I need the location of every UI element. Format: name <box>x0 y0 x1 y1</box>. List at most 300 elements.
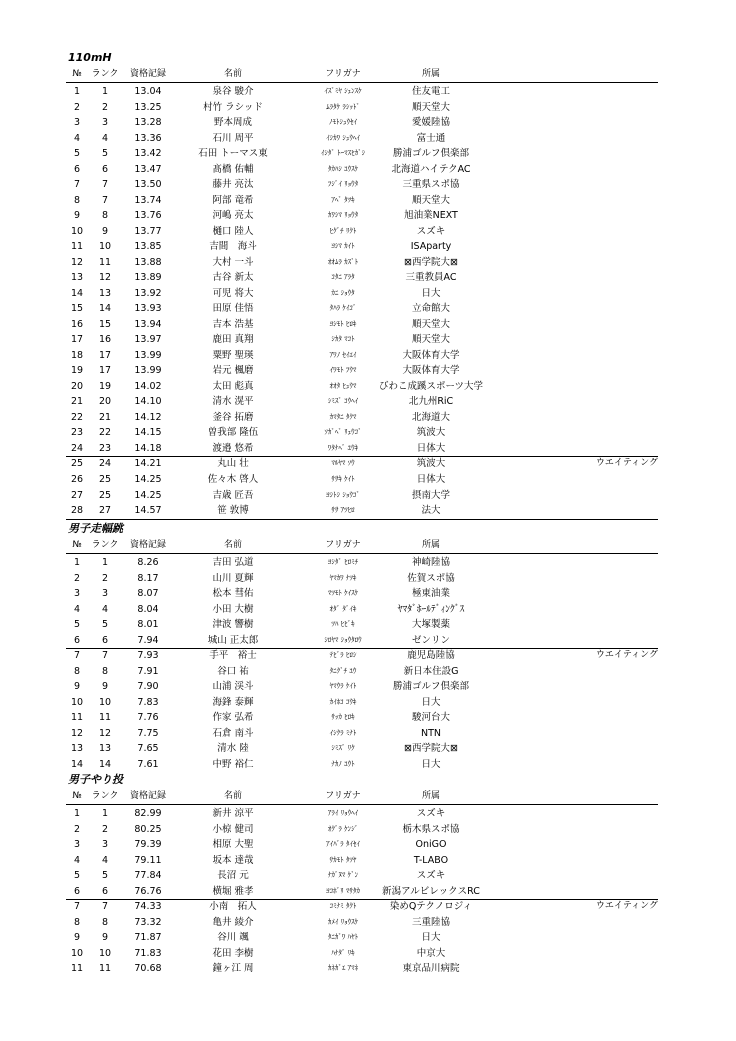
cell-kana: ﾔﾏｶﾜ ﾅﾂｷ <box>329 573 357 582</box>
cell-no: 27 <box>70 489 84 501</box>
cell-record: 13.92 <box>134 287 162 299</box>
cell-no: 10 <box>70 947 84 959</box>
header-team: 所属 <box>421 540 440 550</box>
cell-name: 樋口 陸人 <box>212 225 254 237</box>
cell-team: 愛媛陸協 <box>411 117 450 129</box>
cell-rank: 9 <box>101 681 109 693</box>
cell-name: 田原 佳悟 <box>212 303 254 315</box>
cell-no: 7 <box>73 650 81 662</box>
cell-name: 花田 李樹 <box>212 947 254 959</box>
cell-team: 日大 <box>421 287 441 299</box>
cell-name: 泉谷 駿介 <box>212 86 254 97</box>
cell-name: 清水 陸 <box>217 743 249 755</box>
cell-team: 日体大 <box>416 442 446 454</box>
cell-rank: 4 <box>101 132 109 144</box>
cell-team: 北海道ハイテクAC <box>391 163 471 175</box>
cell-name: 鹿田 真翔 <box>212 334 254 346</box>
table-row <box>66 317 658 333</box>
table-row <box>66 868 658 884</box>
cell-name: 山浦 渓斗 <box>212 681 254 693</box>
cell-record: 7.83 <box>137 696 159 708</box>
cell-no: 5 <box>73 619 81 631</box>
section-end-line <box>66 519 658 520</box>
cell-no: 20 <box>70 380 84 392</box>
cell-kana: ﾋｸﾞﾁ ﾘｸﾄ <box>329 226 357 235</box>
cell-team: ゼンリン <box>411 634 450 646</box>
cell-name: 太田 彪真 <box>212 380 254 392</box>
cell-team: 順天堂大 <box>411 194 450 206</box>
cell-name: 相原 大聖 <box>212 839 254 851</box>
cell-record: 7.94 <box>137 634 159 646</box>
cell-record: 71.87 <box>134 932 162 944</box>
table-row <box>66 146 658 162</box>
cell-name: 可児 将大 <box>212 287 254 299</box>
cell-no: 19 <box>70 365 84 377</box>
cell-name: 岩元 楓磨 <box>212 365 254 377</box>
cell-no: 9 <box>73 681 81 693</box>
table-row <box>66 348 658 364</box>
cell-rank: 7 <box>101 901 109 913</box>
cell-kana: ﾏﾂﾓﾄ ｹｲｽｹ <box>327 589 359 598</box>
cell-no: 1 <box>73 808 81 819</box>
cell-rank: 1 <box>101 86 109 97</box>
header-record: 資格記録 <box>129 791 166 801</box>
cell-rank: 6 <box>101 163 109 175</box>
cell-kana: ｵｵﾀ ﾋｭｳﾏ <box>329 381 357 390</box>
cell-rank: 9 <box>101 932 109 944</box>
cell-no: 21 <box>70 396 84 408</box>
cell-name: 小田 大樹 <box>212 603 254 615</box>
cell-kana: ｼﾐｽﾞ ﾘｸ <box>331 744 355 753</box>
cell-no: 6 <box>73 163 81 175</box>
cell-name: 粟野 聖瑛 <box>212 349 254 361</box>
cell-kana: ﾊﾅﾀﾞ ﾘｷ <box>331 948 355 957</box>
cell-no: 15 <box>70 303 84 315</box>
table-row <box>66 679 658 695</box>
cell-record: 14.18 <box>134 442 162 454</box>
header-no: № <box>72 791 82 801</box>
cell-name: 佐々木 啓人 <box>207 474 259 485</box>
cell-rank: 14 <box>98 303 112 315</box>
table-row <box>66 472 658 488</box>
table-row <box>66 239 658 255</box>
cell-name: 阿部 竜希 <box>212 194 254 206</box>
cell-kana: ｱﾗｲ ﾘｮｳﾍｲ <box>327 809 359 817</box>
cell-name: 曽我部 隆伍 <box>207 427 259 439</box>
cell-rank: 7 <box>101 650 109 662</box>
cell-team: 日大 <box>421 758 441 770</box>
cell-team: 新日本住設G <box>403 665 459 677</box>
cell-name: 谷川 颯 <box>217 932 249 944</box>
table-row <box>66 131 658 147</box>
table-row <box>66 695 658 711</box>
cell-record: 8.26 <box>137 557 159 568</box>
cell-no: 4 <box>73 854 81 866</box>
cell-rank: 25 <box>98 489 112 501</box>
header-team: 所属 <box>421 791 440 801</box>
table-row <box>66 84 658 100</box>
cell-team: 日大 <box>421 932 441 944</box>
cell-team: ISAparty <box>410 241 452 253</box>
cell-rank: 15 <box>98 318 112 330</box>
cell-record: 13.94 <box>134 318 162 330</box>
cell-no: 10 <box>70 696 84 708</box>
cell-team: 筑波大 <box>416 458 446 470</box>
cell-record: 7.93 <box>137 650 159 662</box>
cell-no: 26 <box>70 474 84 485</box>
cell-name: 丸山 壮 <box>217 458 249 470</box>
header-team: 所属 <box>421 69 440 79</box>
cell-no: 4 <box>73 132 81 144</box>
cell-team: 三重教員AC <box>405 272 457 284</box>
header-rank: ランク <box>91 540 119 550</box>
cell-record: 14.21 <box>134 458 162 470</box>
cell-rank: 9 <box>101 225 109 237</box>
cell-rank: 5 <box>101 148 109 160</box>
cell-rank: 3 <box>101 117 109 129</box>
table-row <box>66 441 658 457</box>
cell-kana: ｵｵﾑﾗ ｶｽﾞﾄ <box>327 257 359 266</box>
cell-no: 12 <box>70 727 84 739</box>
cell-team: T-LABO <box>413 854 449 866</box>
cell-no: 2 <box>73 823 81 835</box>
cell-no: 24 <box>70 442 84 454</box>
cell-record: 14.25 <box>134 474 162 485</box>
cell-kana: ｻｯｶ ﾋﾛｷ <box>331 713 355 722</box>
cell-team: 日体大 <box>416 474 446 485</box>
cell-team: 立命館大 <box>411 303 450 315</box>
cell-no: 14 <box>70 287 84 299</box>
cell-record: 8.07 <box>137 588 159 600</box>
cell-record: 79.11 <box>134 854 162 866</box>
cell-record: 13.89 <box>134 272 162 284</box>
table-row <box>66 286 658 302</box>
cell-no: 9 <box>73 210 81 222</box>
cell-name: 吉田 弘道 <box>212 557 254 568</box>
cell-no: 6 <box>73 885 81 897</box>
cell-team: 大阪体育大学 <box>402 365 460 377</box>
header-no: № <box>72 540 82 550</box>
header-divider <box>66 553 658 554</box>
header-divider <box>66 804 658 805</box>
cell-kana: ﾖｼﾏ ｶｲﾄ <box>331 242 355 251</box>
cell-rank: 1 <box>101 557 109 568</box>
cell-team: ⊠西学院大⊠ <box>404 256 458 268</box>
cell-record: 80.25 <box>134 823 162 835</box>
cell-record: 13.04 <box>134 86 162 97</box>
cell-record: 13.77 <box>134 225 162 237</box>
cell-no: 11 <box>70 712 84 724</box>
header-rank: ランク <box>91 791 119 801</box>
header-rank: ランク <box>91 69 119 79</box>
cell-kana: ｻｻ ｱﾂﾋﾛ <box>331 506 355 515</box>
cell-rank: 10 <box>98 947 112 959</box>
cell-rank: 5 <box>101 619 109 631</box>
cell-record: 13.99 <box>134 365 162 377</box>
cell-name: 髙橋 佑輔 <box>212 163 254 175</box>
cell-kana: ｵﾀﾞ ﾀﾞｲｷ <box>329 604 357 613</box>
cell-record: 14.57 <box>134 505 162 517</box>
cell-rank: 8 <box>101 916 109 928</box>
cell-no: 13 <box>70 743 84 755</box>
cell-name: 長沼 元 <box>217 870 249 882</box>
cell-kana: ﾃﾋﾞﾗ ﾋﾛｼ <box>329 651 357 660</box>
cell-team: 富士通 <box>416 132 446 144</box>
cell-no: 11 <box>70 963 84 975</box>
cell-rank: 3 <box>101 839 109 851</box>
cell-team: 北九州RiC <box>408 396 454 408</box>
table-row <box>66 946 658 962</box>
cell-rank: 20 <box>98 396 112 408</box>
cell-name: 野本周成 <box>213 117 252 129</box>
cell-record: 70.68 <box>134 963 162 975</box>
cell-name: 吉間 海斗 <box>209 241 257 253</box>
cell-kana: ﾌｼﾞｲ ﾘｮｳﾀ <box>327 180 359 189</box>
cell-no: 18 <box>70 349 84 361</box>
cell-name: 作家 弘希 <box>212 712 254 724</box>
cell-no: 11 <box>70 241 84 253</box>
table-row <box>66 664 658 680</box>
cell-note: ウエイティング <box>595 458 658 469</box>
cell-kana: ﾖｺﾎﾞﾘ ﾏｻﾀｶ <box>326 886 360 895</box>
cell-no: 14 <box>70 758 84 770</box>
cell-record: 13.42 <box>134 148 162 160</box>
cell-kana: ｶﾒｲ ﾘｮｳｽｹ <box>327 917 359 926</box>
cell-no: 25 <box>70 458 84 470</box>
table-row <box>66 648 658 664</box>
cell-no: 2 <box>73 101 81 113</box>
table-header <box>66 67 658 83</box>
cell-rank: 11 <box>98 256 112 268</box>
cell-team: 神崎陸協 <box>411 557 450 568</box>
cell-team: 東京品川病院 <box>402 963 460 975</box>
cell-kana: ｱﾜﾉ ｾｲｴｲ <box>329 350 357 359</box>
cell-no: 8 <box>73 194 81 206</box>
table-row <box>66 224 658 240</box>
table-row <box>66 255 658 271</box>
cell-no: 10 <box>70 225 84 237</box>
table-row <box>66 208 658 224</box>
cell-kana: ｱｲﾊﾞﾗ ﾀｲｾｲ <box>326 840 360 849</box>
cell-kana: ｻｻｷ ｹｲﾄ <box>331 475 355 483</box>
cell-no: 22 <box>70 411 84 423</box>
table-row <box>66 822 658 838</box>
cell-rank: 12 <box>98 727 112 739</box>
header-name: 名前 <box>223 791 242 801</box>
table-row <box>66 488 658 504</box>
cell-name: 河嶋 亮太 <box>212 210 254 222</box>
section-title: 男子走幅跳 <box>68 522 123 535</box>
cell-kana: ｶﾆ ｼｮｳﾀ <box>331 288 355 297</box>
cell-name: 松本 彗佑 <box>212 588 254 600</box>
cell-record: 13.76 <box>134 210 162 222</box>
waiting-divider <box>66 648 658 649</box>
cell-name: 谷口 祐 <box>217 665 249 677</box>
cell-kana: ｺﾐﾅﾐ ﾀｸﾄ <box>329 902 357 911</box>
cell-name: 鐘ヶ江 周 <box>212 963 254 975</box>
table-row <box>66 806 658 822</box>
cell-team: OniGO <box>415 839 447 851</box>
cell-kana: ｵｸﾞﾗ ｹﾝｼﾞ <box>327 824 359 833</box>
table-row <box>66 503 658 519</box>
cell-record: 8.17 <box>137 572 159 584</box>
cell-kana: ｼｶﾀ ﾏｺﾄ <box>331 335 355 344</box>
table-row <box>66 930 658 946</box>
cell-name: 中野 裕仁 <box>212 758 254 770</box>
table-row <box>66 456 658 472</box>
cell-team: 北海道大 <box>411 411 450 423</box>
cell-team: 摂南大学 <box>411 489 450 501</box>
cell-name: 横堀 雅孝 <box>212 885 254 897</box>
cell-name: 津波 響樹 <box>212 619 254 631</box>
cell-no: 16 <box>70 318 84 330</box>
cell-name: 城山 正太郎 <box>207 634 259 646</box>
table-header <box>66 538 658 554</box>
cell-team: 勝浦ゴルフ倶楽部 <box>392 148 469 160</box>
cell-no: 7 <box>73 179 81 191</box>
header-kana: フリガナ <box>325 540 361 550</box>
cell-record: 7.76 <box>137 712 159 724</box>
header-no: № <box>72 69 82 79</box>
cell-rank: 14 <box>98 758 112 770</box>
cell-kana: ｲｼﾀﾞ ﾄｰﾏｽﾋｶﾞｼ <box>320 149 366 158</box>
cell-rank: 10 <box>98 241 112 253</box>
cell-record: 7.65 <box>137 743 159 755</box>
cell-name: 大村 一斗 <box>212 256 254 268</box>
cell-rank: 7 <box>101 179 109 191</box>
cell-rank: 2 <box>101 823 109 835</box>
table-header <box>66 789 658 805</box>
cell-team: 旭油業NEXT <box>404 210 458 222</box>
cell-team: 大塚製薬 <box>411 619 450 631</box>
table-row <box>66 602 658 618</box>
cell-team: 法大 <box>421 505 441 517</box>
cell-kana: ﾖｼﾓﾄ ﾋﾛｷ <box>329 319 357 328</box>
cell-team: ﾔﾏﾀﾞﾎｰﾙﾃﾞｨﾝｸﾞｽ <box>397 603 465 615</box>
cell-rank: 19 <box>98 380 112 392</box>
cell-rank: 4 <box>101 603 109 615</box>
cell-record: 79.39 <box>134 839 162 851</box>
cell-team: NTN <box>420 727 442 739</box>
cell-kana: ﾖｼﾀﾞ ﾋﾛﾐﾁ <box>327 558 359 566</box>
table-row <box>66 837 658 853</box>
header-record: 資格記録 <box>129 540 166 550</box>
table-row <box>66 741 658 757</box>
cell-no: 3 <box>73 839 81 851</box>
cell-no: 7 <box>73 901 81 913</box>
section-title: 男子やり投 <box>68 773 123 786</box>
cell-no: 2 <box>73 572 81 584</box>
table-row <box>66 115 658 131</box>
cell-kana: ｼﾐｽﾞ ｺｳﾍｲ <box>327 397 359 406</box>
cell-kana: ｺﾀﾆ ｱﾗﾀ <box>331 273 355 282</box>
cell-rank: 6 <box>101 634 109 646</box>
cell-rank: 17 <box>98 365 112 377</box>
cell-note: ウエイティング <box>595 650 658 661</box>
cell-team: 大阪体育大学 <box>402 349 460 361</box>
table-row <box>66 270 658 286</box>
cell-rank: 13 <box>98 287 112 299</box>
cell-record: 8.01 <box>137 619 159 631</box>
cell-kana: ｲｼｶﾜ ｼｭｳﾍｲ <box>326 133 360 142</box>
cell-kana: ﾀﾆｶﾞﾜ ﾊﾔﾄ <box>327 933 359 942</box>
cell-record: 13.25 <box>134 101 162 113</box>
cell-kana: ﾀﾆｸﾞﾁ ﾕｳ <box>329 666 357 675</box>
cell-team: スズキ <box>416 870 446 882</box>
cell-kana: ｻｶﾓﾄ ﾀﾂﾔ <box>329 855 357 864</box>
cell-team: ⊠西学院大⊠ <box>404 743 458 755</box>
cell-no: 3 <box>73 588 81 600</box>
cell-no: 3 <box>73 117 81 129</box>
cell-no: 8 <box>73 916 81 928</box>
cell-record: 13.28 <box>134 117 162 129</box>
cell-team: 鹿児島陸協 <box>407 650 455 662</box>
cell-record: 76.76 <box>134 885 162 897</box>
cell-record: 7.75 <box>137 727 159 739</box>
section-title: 110mH <box>68 51 112 64</box>
table-row <box>66 177 658 193</box>
cell-record: 14.25 <box>134 489 162 501</box>
cell-team: 栃木県スポ協 <box>402 823 460 835</box>
cell-team: 住友電工 <box>411 86 450 97</box>
cell-kana: ｲｽﾞﾐﾔ ｼｭﾝｽｹ <box>324 87 362 95</box>
cell-rank: 17 <box>98 349 112 361</box>
cell-rank: 25 <box>98 474 112 485</box>
table-row <box>66 379 658 395</box>
cell-no: 8 <box>73 665 81 677</box>
cell-rank: 11 <box>98 963 112 975</box>
cell-record: 14.15 <box>134 427 162 439</box>
cell-record: 13.88 <box>134 256 162 268</box>
cell-name: 石川 周平 <box>212 132 254 144</box>
cell-no: 5 <box>73 870 81 882</box>
table-row <box>66 425 658 441</box>
cell-team: 極東油業 <box>411 588 450 600</box>
cell-team: 三重陸協 <box>411 916 450 928</box>
cell-rank: 2 <box>101 101 109 113</box>
cell-rank: 2 <box>101 572 109 584</box>
cell-team: スズキ <box>416 225 446 237</box>
cell-name: 新井 涼平 <box>212 808 254 819</box>
cell-kana: ﾂﾊ ﾋﾋﾞｷ <box>331 620 355 629</box>
cell-record: 13.47 <box>134 163 162 175</box>
cell-record: 13.99 <box>134 349 162 361</box>
cell-rank: 23 <box>98 442 112 454</box>
cell-team: 順天堂大 <box>411 334 450 346</box>
cell-kana: ﾏﾙﾔﾏ ｿｳ <box>331 459 355 468</box>
cell-team: 駿河台大 <box>411 712 450 724</box>
cell-record: 7.61 <box>137 758 159 770</box>
table-row <box>66 555 658 571</box>
cell-name: 釜谷 拓磨 <box>212 411 254 423</box>
cell-record: 8.04 <box>137 603 159 615</box>
cell-kana: ｿｶﾞﾍﾞ ﾘｭｳｺﾞ <box>324 428 362 437</box>
table-row <box>66 193 658 209</box>
cell-kana: ﾀﾊﾗ ｹｲｺﾞ <box>329 304 357 313</box>
cell-team: 日大 <box>421 696 441 708</box>
cell-no: 23 <box>70 427 84 439</box>
cell-rank: 21 <box>98 411 112 423</box>
waiting-divider <box>66 456 658 457</box>
cell-rank: 12 <box>98 272 112 284</box>
cell-name: 小南 拓人 <box>209 901 257 913</box>
table-row <box>66 617 658 633</box>
cell-kana: ﾔﾏｳﾗ ｹｲﾄ <box>329 682 357 691</box>
cell-name: 山川 夏輝 <box>212 572 254 584</box>
table-row <box>66 757 658 773</box>
cell-name: 吉本 浩基 <box>212 318 254 330</box>
header-kana: フリガナ <box>325 69 361 79</box>
